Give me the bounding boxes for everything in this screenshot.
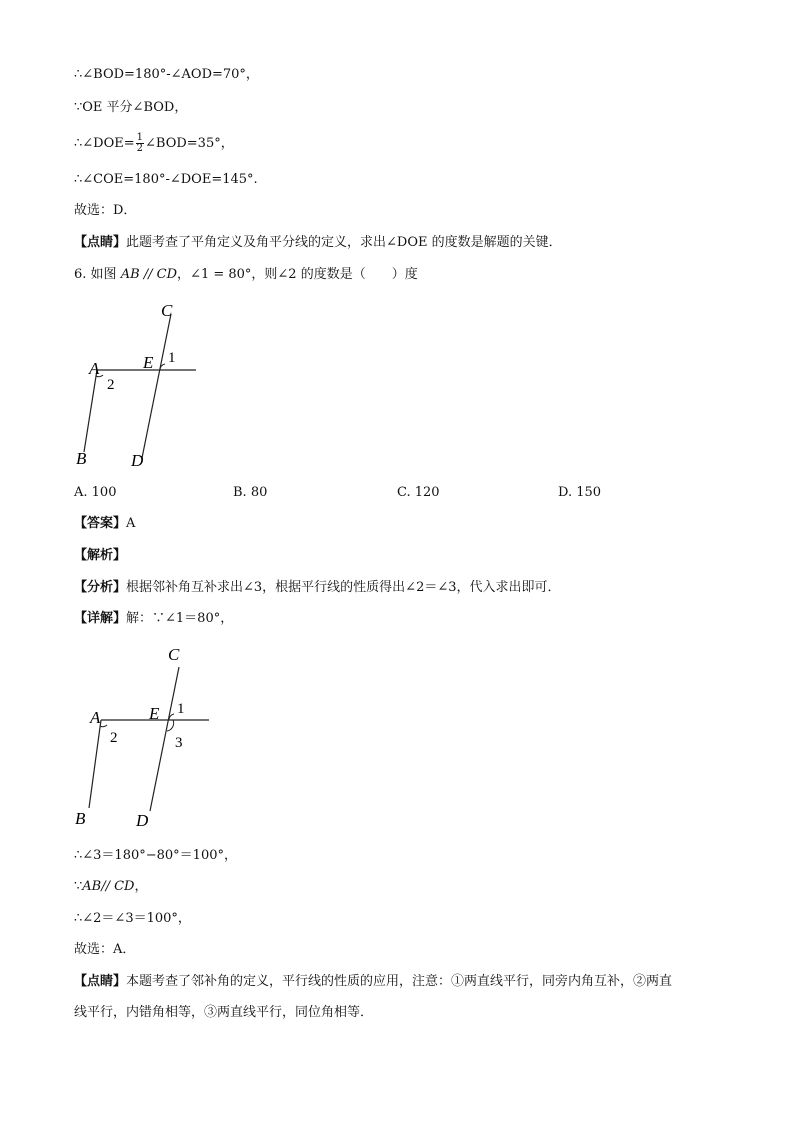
solution-line-2: ∵OE 平分∠BOD， bbox=[74, 100, 188, 115]
detail-text: 解：∵∠1＝80°， bbox=[126, 611, 234, 626]
label-2: 2 bbox=[107, 377, 115, 393]
comment-2-text-1: 本题考查了邻补角的定义，平行线的性质的应用，注意：①两直线平行，同旁内角互补，②两直 bbox=[126, 974, 673, 989]
line-ef-transversal bbox=[142, 314, 171, 458]
solution-line-3-pre: ∴∠DOE= bbox=[74, 136, 135, 151]
comment-tag: 【点睛】 bbox=[74, 235, 127, 250]
option-b: B. 80 bbox=[233, 485, 268, 500]
fraction-half bbox=[136, 133, 144, 154]
step-2-post: ， bbox=[134, 879, 148, 894]
answer-tag: 【答案】 bbox=[74, 516, 127, 531]
fenxi-text: 根据邻补角互补求出∠3，根据平行线的性质得出∠2＝∠3，代入求出即可． bbox=[126, 580, 561, 595]
label-2: 2 bbox=[110, 730, 118, 746]
question-text-mid: ，∠1 = 80°，则∠2 的度数是（ ）度 bbox=[177, 267, 418, 282]
label-e: E bbox=[149, 704, 160, 723]
label-c: C bbox=[168, 645, 180, 664]
analysis-tag bbox=[74, 547, 126, 565]
label-b: B bbox=[76, 449, 87, 468]
solution-line-3-post: ∠BOD=35°， bbox=[145, 136, 234, 151]
detail-tag: 【详解】 bbox=[74, 611, 127, 626]
question-6-stem bbox=[74, 266, 418, 284]
solution-comment bbox=[74, 234, 562, 252]
question-number: 6. bbox=[74, 267, 87, 282]
comment-2-tag: 【点睛】 bbox=[74, 974, 127, 989]
option-d: D. 150 bbox=[558, 485, 602, 500]
question-parallel-expr: AB // CD bbox=[120, 267, 178, 282]
detail-line bbox=[74, 610, 233, 628]
label-d: D bbox=[131, 451, 144, 470]
figure-1-parallel-lines bbox=[60, 290, 220, 475]
question-text-pre: 如图 bbox=[90, 267, 117, 282]
analysis-tag-text: 【解析】 bbox=[74, 548, 127, 563]
solution-line-1: ∴∠BOD=180°-∠AOD=70°， bbox=[74, 67, 259, 82]
fraction-numerator: 1 bbox=[136, 132, 144, 143]
solution-line-3 bbox=[74, 133, 234, 154]
option-c: C. 120 bbox=[397, 485, 440, 500]
label-a: A bbox=[90, 708, 101, 727]
line-ab bbox=[84, 370, 97, 452]
comment-text: 此题考查了平角定义及角平分线的定义，求出∠DOE 的度数是解题的关键． bbox=[126, 235, 562, 250]
label-1: 1 bbox=[177, 701, 185, 717]
fenxi-line bbox=[74, 579, 561, 597]
label-c: C bbox=[161, 301, 173, 320]
figure-2-parallel-lines bbox=[60, 638, 230, 838]
line-ab bbox=[89, 720, 101, 808]
step-2 bbox=[74, 878, 148, 896]
label-d: D bbox=[136, 811, 149, 830]
fraction-denominator: 2 bbox=[136, 143, 144, 154]
answer-line bbox=[74, 515, 135, 533]
option-a: A. 100 bbox=[74, 485, 117, 500]
step-1: ∴∠3＝180°−80°＝100°， bbox=[74, 848, 237, 863]
fenxi-tag: 【分析】 bbox=[74, 580, 127, 595]
step-4: 故选：A． bbox=[74, 942, 136, 957]
answer-value: A bbox=[126, 516, 136, 531]
label-e: E bbox=[143, 353, 154, 372]
label-3: 3 bbox=[175, 735, 183, 751]
label-b: B bbox=[75, 809, 86, 828]
step-2-expr: AB// CD bbox=[82, 879, 135, 894]
comment-2-line-2: 线平行，内错角相等，③两直线平行，同位角相等． bbox=[74, 1005, 374, 1020]
step-3: ∴∠2＝∠3＝100°， bbox=[74, 911, 191, 926]
angle-2-arc bbox=[100, 725, 107, 727]
solution-choice: 故选：D． bbox=[74, 203, 137, 218]
label-1: 1 bbox=[168, 350, 176, 366]
step-2-pre: ∵ bbox=[74, 879, 83, 894]
solution-line-4: ∴∠COE=180°-∠DOE=145°. bbox=[74, 172, 258, 187]
comment-2-line-1 bbox=[74, 973, 672, 991]
label-a: A bbox=[89, 359, 100, 378]
